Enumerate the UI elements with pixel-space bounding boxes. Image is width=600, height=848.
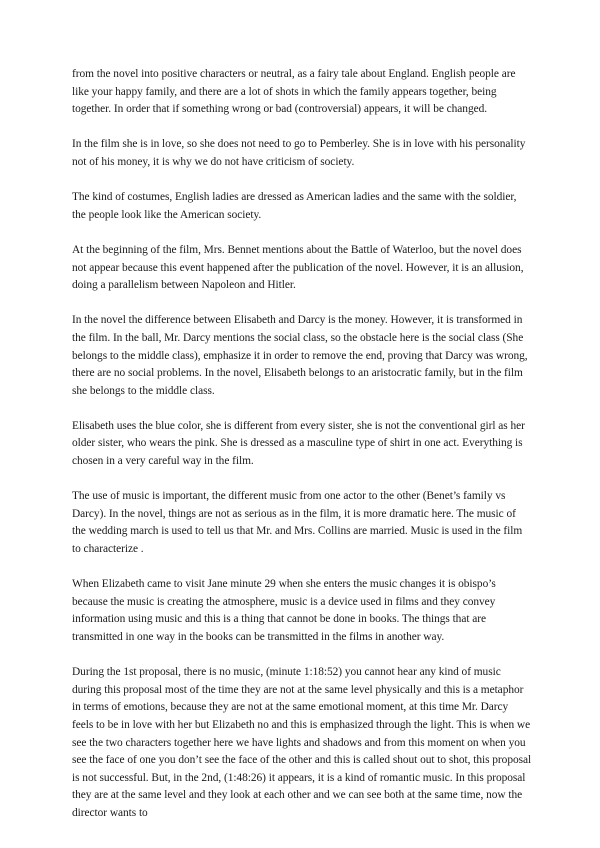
paragraph-social-class: In the novel the difference between Elisabeth and Darcy is the money. However, it is transformed in the film. In the ball, Mr. Darcy mentions the social class, so the obstacle here is the social class (She belongs to the middle class), emphasize it in order to remove the end, proving that Darcy was wrong, there are no social problems. In the novel, Elisabeth belongs to an aristocratic family, but in the film she belongs to the middle class. — [72, 314, 528, 397]
paragraph-pemberley: In the film she is in love, so she does not need to go to Pemberley. She is in love with his personality not of his money, it is why we do not have criticism of society. — [72, 138, 526, 168]
paragraph-waterloo: At the beginning of the film, Mrs. Bennet mentions about the Battle of Waterloo, but the novel does not appear because this event happened after the publication of the novel. However, it is an allusion, doing a parallelism between Napoleon and Hitler. — [72, 243, 524, 292]
paragraph-jane-visit: When Elizabeth came to visit Jane minute 29 when she enters the music changes it is obispo’s because the music is creating the atmosphere, music is a device used in films and they convey information using music and this is a thing that cannot be done in books. The things that are transmitted in one way in the books can be transmitted in the films in another way. — [72, 578, 496, 643]
paragraph-music: The use of music is important, the different music from one actor to the other (Benet’s family vs Darcy). In the novel, things are not as serious as in the film, it is more dramatic here. The music of the wedding march is used to tell us that Mr. and Mrs. Collins are married. Music is used in the film to characterize . — [72, 490, 523, 556]
paragraph-blue-color: Elisabeth uses the blue color, she is different from every sister, she is not the conventional girl as her older sister, who wears the pink. She is dressed as a masculine type of shirt in one act. Everything is chosen in a very careful way in the film. — [72, 419, 525, 468]
document-body — [72, 66, 532, 840]
paragraph-proposal: During the 1st proposal, there is no music, (minute 1:18:52) you cannot hear any kind of music during this proposal most of the time they are not at the same level physically and this is a metaphor in terms of emotions, because they are not at the same emotional moment, at this time Mr. Darcy feels to be in love with her but Elizabeth no and this is emphasized through the light. This is when we see the two characters together here we have lights and shadows and from this moment on when you see the face of one you don’t see the face of the other and this is called shout out to shot, this proposal is not successful. But, in the 2nd, (1:48:26) it appears, it is a kind of romantic music. In this proposal they are at the same level and they look at each other and we can see both at the same time, now the director wants to — [72, 666, 532, 819]
paragraph-fairy-tale: from the novel into positive characters or neutral, as a fairy tale about England. English people are like your happy family, and there are a lot of shots in which the family appears together, being together. In order that if something wrong or bad (controversial) appears, it will be changed. — [72, 68, 516, 116]
paragraph-costumes: The kind of costumes, English ladies are dressed as American ladies and the same with the soldier, the people look like the American society. — [72, 191, 517, 221]
